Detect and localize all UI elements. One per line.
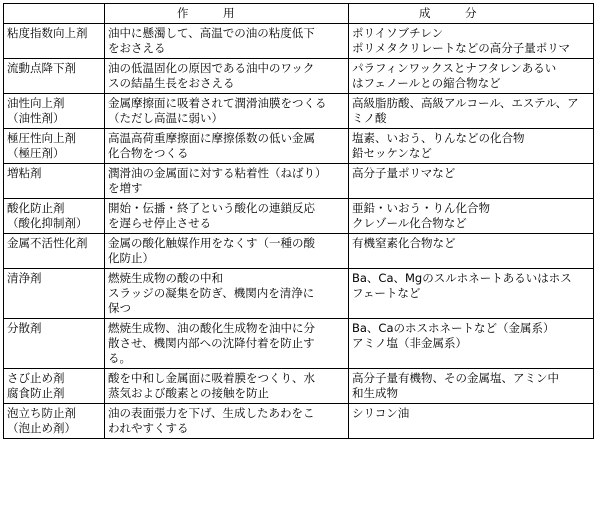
additive-name: 分散剤: [4, 319, 105, 369]
additive-components: 有機窒素化合物など: [349, 234, 594, 269]
additive-name: 流動点降下剤: [4, 59, 105, 94]
table-row: [4, 199, 594, 234]
additive-components: Ba、Ca、Mgのスルホネートあるいはホス フェートなど: [349, 269, 594, 319]
additive-function: 酸を中和し金属面に吸着膜をつくり、水 蒸気および酸素との接触を防止: [105, 369, 349, 404]
table-row: [4, 59, 594, 94]
additive-name: 粘度指数向上剤: [4, 24, 105, 59]
additive-name: 極圧性向上剤 （極圧剤）: [4, 129, 105, 164]
table-row: [4, 164, 594, 199]
header-components-cell: 成 分: [349, 4, 594, 24]
additive-components: 高分子量有機物、その金属塩、アミン中 和生成物: [349, 369, 594, 404]
table-row: [4, 234, 594, 269]
lubricant-additives-table: [3, 3, 594, 439]
additive-name: 酸化防止剤 （酸化抑制剤）: [4, 199, 105, 234]
additive-function: 油の低温固化の原因である油中のワック スの結晶生長をおさえる: [105, 59, 349, 94]
table-row: [4, 369, 594, 404]
table-row: [4, 404, 594, 439]
additive-name: 金属不活性化剤: [4, 234, 105, 269]
additive-function: 開始・伝播・終了という酸化の連鎖反応 を遅らせ停止させる: [105, 199, 349, 234]
additive-function: 油中に懸濁して、高温での油の粘度低下 をおさえる: [105, 24, 349, 59]
additive-name: 泡立ち防止剤 （泡止め剤）: [4, 404, 105, 439]
additive-components: Ba、Caのホスホネートなど（金属系） アミノ塩（非金属系）: [349, 319, 594, 369]
additive-components: 塩素、いおう、りんなどの化合物 鉛セッケンなど: [349, 129, 594, 164]
additive-components: パラフィンワックスとナフタレンあるい はフェノールとの縮合物など: [349, 59, 594, 94]
additive-components: 高級脂肪酸、高級アルコール、エステル、アミノ酸: [349, 94, 594, 129]
additive-function: 潤滑油の金属面に対する粘着性（ねばり） を増す: [105, 164, 349, 199]
additive-function: 燃焼生成物の酸の中和 スラッジの凝集を防ぎ、機関内を清浄に 保つ: [105, 269, 349, 319]
additive-components: ポリイソブチレン ポリメタクリレートなどの高分子量ポリマ: [349, 24, 594, 59]
additive-function: 燃焼生成物、油の酸化生成物を油中に分 散させ、機関内部への沈降付着を防止す る。: [105, 319, 349, 369]
additive-name: 油性向上剤 （油性剤）: [4, 94, 105, 129]
additive-name: 清浄剤: [4, 269, 105, 319]
header-row: [4, 4, 594, 24]
header-name-cell: [4, 4, 105, 24]
additive-function: 高温高荷重摩擦面に摩擦係数の低い金属 化合物をつくる: [105, 129, 349, 164]
table-row: [4, 269, 594, 319]
table-row: [4, 24, 594, 59]
additive-components: 亜鉛・いおう・りん化合物 クレゾール化合物など: [349, 199, 594, 234]
header-function-cell: 作 用: [105, 4, 349, 24]
table-row: [4, 129, 594, 164]
additive-function: 金属摩擦面に吸着されて潤滑油膜をつくる （ただし高温に弱い）: [105, 94, 349, 129]
table-row: [4, 319, 594, 369]
additive-name: さび止め剤 腐食防止剤: [4, 369, 105, 404]
table-row: [4, 94, 594, 129]
additive-function: 油の表面張力を下げ、生成したあわをこ われやすくする: [105, 404, 349, 439]
additive-function: 金属の酸化触媒作用をなくす（一種の酸 化防止）: [105, 234, 349, 269]
additive-name: 増粘剤: [4, 164, 105, 199]
additive-components: シリコン油: [349, 404, 594, 439]
additive-components: 高分子量ポリマなど: [349, 164, 594, 199]
